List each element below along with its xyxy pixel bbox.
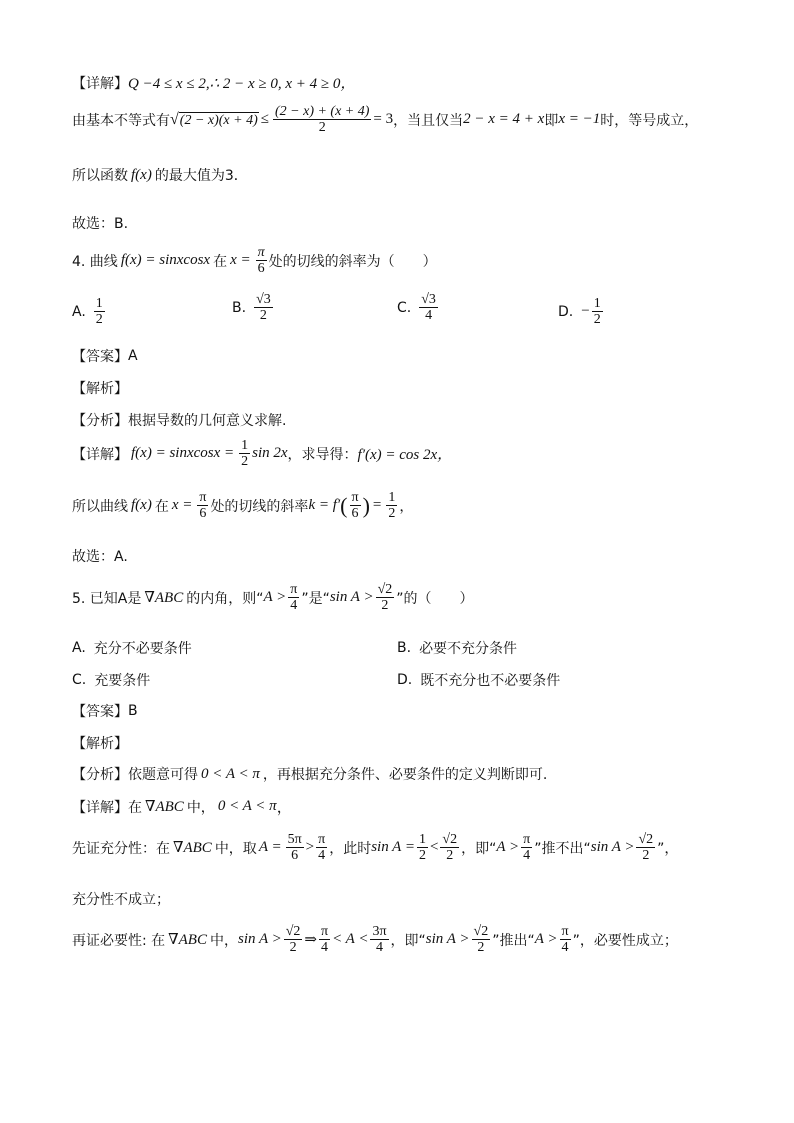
suff-sqrt2-2: $\frac{√2}{2}$ [442,832,458,864]
q5-option-a-text: 充分不必要条件 [93,641,192,657]
am-fraction: $\frac{(2 - x) + (x + 4)}{2}$ [275,104,370,136]
detail-tag: 【详解】 [72,446,128,463]
q4-answer [72,346,138,366]
slope-mid2: 处的切线的斜率 [210,498,309,515]
equals-three: = 3 [373,111,394,128]
slope-pi-6: $\frac{\pi}{6}$ [199,490,207,522]
nec-pi-4: $\frac{\pi}{4}$ [321,924,329,956]
q5-stem-4: ”的（ ） [396,590,474,607]
answer-tag: 【答案】 [72,704,128,720]
suff-a-gt: A > [496,839,520,856]
slope-mid: 在 [154,498,169,515]
q5-sqrt2-2: $\frac{√2}{2}$ [377,582,393,614]
slope-k: k = f′ [308,497,341,514]
q5-option-a-label: A. [72,640,86,656]
slope-arg: $\frac{\pi}{6}$ [351,490,359,522]
detail-fx: f(x) = sinxcosx = [131,445,235,462]
fenxi-post: ，再根据充分条件、必要条件的定义判断即可. [262,767,548,783]
q4-stem-post: 处的切线的斜率为（ ） [268,253,437,270]
fenxi-tag: 【分析】 [72,413,128,429]
suff-a: A = [258,839,282,856]
q5-pi-4: $\frac{\pi}{4}$ [290,582,298,614]
q5-stem-2: 的内角，则“ [186,590,264,607]
q4-choose-text: 故选：A. [72,549,128,565]
slope-value: $\frac{1}{2}$ [388,490,396,522]
q5-option-a [72,638,192,658]
q4-detail [72,438,452,470]
q4-option-c-label: C. [397,299,412,316]
suff-half: $\frac{1}{2}$ [418,832,426,864]
q4-option-a [72,296,107,328]
equality-condition: 2 − x = 4 + x [463,111,545,128]
q4-option-b-value: $\frac{√3}{2}$ [256,292,271,324]
q5-detail: 【详解】 在 ∇ABC 中， 0 < A < π ， [72,798,292,816]
q4-x-eq: x = [230,252,251,269]
suff-then: ，此时 [329,840,372,857]
q3-detail-line [72,72,355,93]
q5-option-c [72,670,150,690]
suff-sqrt2-2b: $\frac{√2}{2}$ [638,832,654,864]
q4-choose [72,546,128,566]
x-value: x = −1 [558,111,601,128]
q5-sufficiency: 先证充分性：在 ∇ABC 中，取 A = $\frac{5\pi}{6}$ > $\frac{\pi}{4}$ ，此时 sin A = $\frac{1}{2}$ < $\frac{√2}{2}$ ，即“ A > $\frac{\pi}{4}$ ”推不出“ sin A > $\frac{√2}{2}$ ”， [72,832,679,864]
nec-sqrt2-2b: $\frac{√2}{2}$ [473,924,489,956]
a-gt: A > [263,589,287,606]
derivative: f′(x) = cos 2x， [357,447,453,464]
q5-stem-1: 5. 已知A是 [72,590,142,607]
q4-analysis-tag [72,378,128,398]
q4-stem-pre: 4. 曲线 [72,253,118,270]
nec-pi-4b: $\frac{\pi}{4}$ [561,924,569,956]
nec-end: ”，必要性成立； [572,932,678,949]
answer-value: A [128,348,138,364]
q4-option-c-value: $\frac{√3}{4}$ [421,292,436,324]
slope-pre: 所以曲线 [72,498,128,515]
q5-answer [72,701,138,721]
q4-option-d-value: $\frac{1}{2}$ [593,296,601,328]
q5-option-b-text: 必要不充分条件 [419,641,518,657]
q5-option-c-text: 充要条件 [94,673,151,689]
detail-text: Q −4 ≤ x ≤ 2,∴ 2 − x ≥ 0, x + 4 ≥ 0， [128,76,356,92]
nec-sina-gt: sin A > [237,931,282,948]
detail-tag: 【详解】 [72,75,128,92]
suff-ji: ，即“ [461,840,497,857]
fx-expr: f(x) [131,166,152,183]
q3-max-line [72,165,248,185]
q5-stem-3: ”是“ [301,590,330,607]
nec-pre: 再证必要性: 在 [72,932,166,949]
suff-sina-gt: sin A > [590,839,635,856]
suff-sina: sin A = [371,839,415,856]
suff-pi-4: $\frac{\pi}{4}$ [318,832,326,864]
suff-end: ”， [657,840,679,857]
slope-fx: f(x) [131,497,152,514]
q5-stem [72,582,474,614]
q4-option-d: D. − $\frac{1}{2}$ [558,296,601,328]
q5-option-c-label: C. [72,672,87,688]
q5-necessity: 再证必要性: 在 ∇ABC 中， sin A > $\frac{√2}{2}$ ⇒ $\frac{\pi}{4}$ < A < $\frac{3\pi}{4}$ ，即“ sin A > $\frac{√2}{2}$ ”推出“ A > $\frac{\pi}{4}$ ”，必要性成立； [72,924,678,956]
le-sign: ≤ [260,111,269,128]
nec-sqrt2-2: $\frac{√2}{2}$ [285,924,301,956]
q3-inequality-line [72,104,698,136]
analysis-tag-text: 【解析】 [72,381,128,397]
max-post: 的最大值为3． [154,168,248,184]
detail-tag: 【详解】 [72,799,128,816]
detail-post: 中， [186,799,215,816]
suff-fail-text: 充分性不成立； [72,892,170,908]
suff-not: ”推不出“ [534,840,591,857]
detail-range: 0 < A < π [217,798,277,814]
q4-option-b [232,292,275,324]
suff-mid: 中，取 [214,840,257,857]
ineq-suffix-3: 时，等号成立， [600,112,699,129]
q5-fenxi [72,764,547,784]
q5-option-d-label: D. [397,672,413,688]
fenxi-text: 根据导数的几何意义求解. [128,413,287,429]
q5-option-b [397,638,517,658]
nec-3pi-4: $\frac{3\pi}{4}$ [372,924,387,956]
q5-option-b-label: B. [397,640,412,656]
suff-pre: 先证充分性：在 [72,840,170,857]
nec-push: ”推出“ [492,932,535,949]
ineq-suffix-1: ，当且仅当 [393,112,464,129]
ineq-suffix-2: 即 [544,112,559,129]
q4-option-a-label: A. [72,303,86,320]
answer-value: B [128,703,138,719]
q3-choose-text: 故选：B. [72,216,129,232]
q4-option-c [397,292,440,324]
q4-function: f(x) = sinxcosx [120,252,211,269]
triangle-abc: ∇ABC [144,590,184,607]
q5-analysis-tag-text: 【解析】 [72,736,128,752]
nec-mid: 中， [209,932,238,949]
detail-triangle: ∇ABC [145,799,184,815]
q4-option-d-label: D. [558,303,574,320]
five-pi-6: $\frac{5\pi}{6}$ [287,832,302,864]
deriv-label: ，求导得： [287,446,358,463]
sina-gt: sin A > [329,589,374,606]
suff-pi-4b: $\frac{\pi}{4}$ [523,832,531,864]
q4-pi-over-6: $\frac{\pi}{6}$ [257,245,265,277]
q4-stem [72,245,437,277]
q4-slope: 所以曲线 f(x) 在 x = $\frac{\pi}{6}$ 处的切线的斜率 k = f′ ( $\frac{\pi}{6}$ ) = $\frac{1}{2}$ ， [72,490,414,522]
max-pre: 所以函数 [72,168,128,184]
q4-mid: 在 [213,253,228,270]
slope-end: ， [399,498,414,515]
q4-option-a-value: $\frac{1}{2}$ [95,296,103,328]
half-fraction: $\frac{1}{2}$ [241,438,249,470]
q5-option-d-text: 既不充分也不必要条件 [420,673,561,689]
nec-sina-gt-2: sin A > [425,931,470,948]
sin2x: sin 2x [252,445,288,462]
answer-tag: 【答案】 [72,349,128,365]
fenxi-range: 0 < A < π [201,765,260,782]
ineq-prefix: 由基本不等式有 [72,112,170,129]
detail-pre: 在 [128,799,142,816]
suff-triangle: ∇ABC [173,840,212,857]
fenxi-tag: 【分析】 [72,767,128,783]
q5-analysis-tag [72,733,128,753]
q4-fenxi [72,410,286,430]
nec-implies: ⇒ [304,932,317,949]
q4-option-b-label: B. [232,299,247,316]
fenxi-pre: 依题意可得 [128,767,198,783]
nec-a-gt: A > [534,931,558,948]
nec-triangle: ∇ABC [168,932,207,949]
suff-lt: < [429,839,439,856]
sqrt-expression: √ (2 − x)(x + 4) [170,110,258,128]
slope-x-eq: x = [171,497,193,514]
q5-sufficiency-fail [72,889,170,909]
q5-option-d [397,670,560,690]
nec-ji: ，即“ [390,932,426,949]
q3-choose [72,213,128,233]
